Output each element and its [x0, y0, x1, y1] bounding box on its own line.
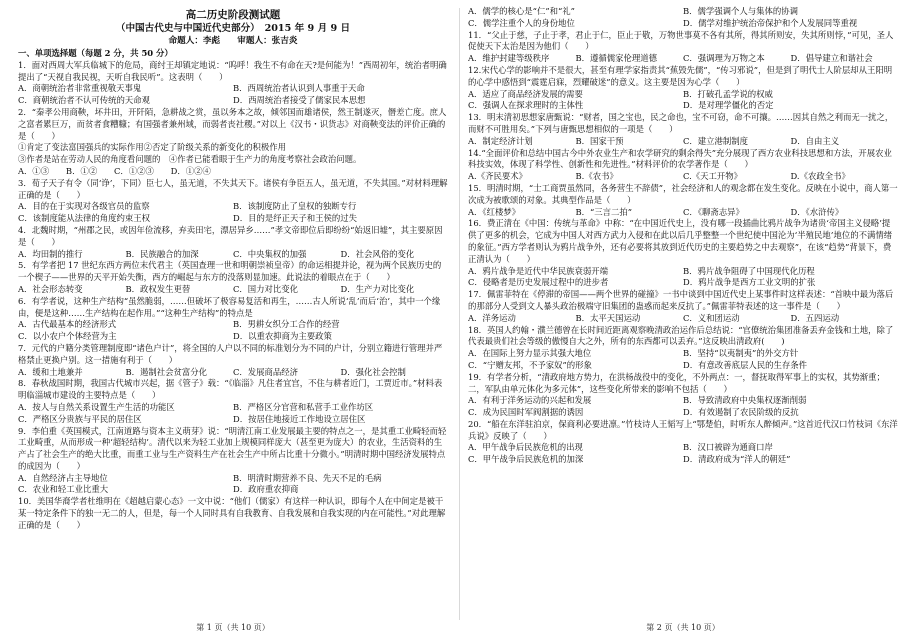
- question-stem: 1．面对西周大军兵临城下的危局，商纣王却镇定地说：“呜呼！我生不有命在天?是何能为！”西周初年，统治者明确提出了“天视自我民视，天听自我民听”。这表明（ ）: [18, 59, 447, 82]
- exam-subtitle: （中国古代史与中国近代史部分） 2015 年 9 月 9 日: [115, 23, 351, 34]
- answer-option: D．生产力对比变化: [340, 283, 415, 294]
- answer-option: A．鸦片战争是近代中华民族衰弱开端: [468, 265, 609, 276]
- option-row: [18, 473, 448, 485]
- answer-option: C．儒学注重个人的身份地位: [468, 17, 575, 28]
- question-item: [18, 378, 448, 425]
- answer-option: D.《农政全书》: [790, 171, 850, 182]
- answer-option: C．农业和轻工业比重大: [18, 484, 109, 495]
- answer-option: B．严格区分官营和私营手工业作坊区: [233, 401, 374, 412]
- question-stem: 20．“船在东洋驻泊京，保商利必要进凛。”竹枝诗人王韬写上“鄂楚伯，时听东人醉倾声。”这首近代汉口竹枝词《东洋兵说》反映了（ ）: [468, 418, 898, 441]
- exam-authors: 命题人：李彪 审题人：张吉炎: [168, 36, 298, 46]
- exam-title: 高二历史阶段测试题: [185, 9, 281, 21]
- answer-option: B．政权发生更替: [125, 283, 191, 294]
- answer-option: B．打破孔孟学说的权威: [683, 88, 773, 99]
- question-item: [18, 107, 448, 178]
- answer-option: C．甲午战争后民族危机的加深: [468, 454, 584, 465]
- page-number-1: 第 1 页（共 10 页）: [196, 623, 270, 632]
- answer-option: A．有利于洋务运动的兴起和发展: [468, 395, 592, 406]
- option-row: [468, 266, 898, 278]
- page-number-2: 第 2 页（共 10 页）: [646, 623, 720, 632]
- answer-option: B．导致清政府中央集权逐渐削弱: [683, 395, 807, 406]
- option-row: [468, 171, 898, 183]
- answer-option: C．成为民国时军阀割据的诱因: [468, 407, 584, 418]
- question-item: [468, 325, 898, 372]
- question-item: [468, 372, 898, 419]
- page-divider: [459, 8, 460, 620]
- question-list-right: [468, 6, 898, 466]
- answer-option: B．遵循儒家伦理道德: [575, 53, 658, 64]
- answer-option: B．坚持“以夷制夷”的外交方针: [683, 348, 799, 359]
- answer-option: A．在国际上努力显示其强大地位: [468, 348, 592, 359]
- answer-option: B.《农书》: [575, 171, 618, 182]
- option-row: [18, 319, 448, 331]
- answer-option: C．侵略者是历史发展过程中的进步者: [468, 277, 609, 288]
- question-stem: 17．佩雷菲特在《停滞的帝国——两个世界的碰撞》一书中谈到中国近代史上某事件时这样表述：“首映中最为落后的那部分人受到文人暴头政治极端守旧集团的蛊惑而起来反抗了。”佩雷菲特表述的这一事件是（ ）: [468, 289, 894, 311]
- question-item: [468, 65, 898, 112]
- answer-option: B．“三言二拍”: [575, 206, 633, 217]
- option-row: [468, 395, 898, 407]
- option-row: [468, 348, 898, 360]
- answer-option: B．儒学强调个人与集体的协调: [683, 6, 799, 16]
- question-item: [468, 30, 898, 65]
- answer-option: B．太平天国运动: [575, 312, 641, 323]
- answer-option: C．发展商品经济: [233, 366, 299, 377]
- option-row: [18, 154, 448, 166]
- question-item: [18, 296, 448, 343]
- option-row: [468, 442, 898, 454]
- question-stem: 8．春秋战国时期，我国古代城市兴起，据《管子》载：“《临淄》凡住者宜宫，不住与耕者近门，工贾近市。”材料表明临淄城市建设的主要特点是（ ）: [18, 378, 443, 401]
- answer-option: A．甲午战争后民族危机的出现: [468, 442, 583, 453]
- exam-page-1: [18, 6, 448, 624]
- option-row: [18, 201, 448, 213]
- answer-option: D．清政府成为“洋人的朝廷”: [683, 454, 791, 465]
- answer-option: D．政府重农抑商: [233, 484, 299, 495]
- option-row: [18, 142, 448, 154]
- option-row: [18, 414, 448, 426]
- answer-option: C．该制度能从法律的角度约束王权: [18, 213, 151, 224]
- answer-option: A.《齐民要术》: [468, 171, 527, 182]
- answer-option: D．目的是纾正天子和王侯的过失: [233, 213, 357, 224]
- option-row: [468, 6, 898, 18]
- option-row: [18, 331, 448, 343]
- answer-option: B．鸦片战争阻碍了中国现代化历程: [683, 265, 815, 276]
- answer-option: D．是对理学僵化的否定: [683, 100, 774, 111]
- question-stem: 3．荀子天子有令（同‘诤’，下同）臣七人，虽无道，不失其天下。诸侯有争臣五人，虽无道，不失其国。”对材料理解正确的是（ ）: [18, 177, 448, 200]
- question-item: [18, 496, 448, 531]
- answer-option: B．遏制社会贫富分化: [125, 366, 208, 377]
- answer-option: A．①③ B．①② C．①②③ D．①②④: [18, 165, 211, 176]
- answer-option: A．《红楼梦》: [468, 206, 521, 217]
- answer-option: C．《聊斋志异》: [683, 206, 744, 217]
- option-row: [468, 100, 898, 112]
- answer-option: D．有效遏制了农民阶级的反抗: [683, 407, 799, 418]
- option-row: [18, 166, 448, 178]
- answer-option: A．维护封建等级秩序: [468, 53, 550, 64]
- question-stem: 10．美国华裔学者杜维明在《超越启蒙心态》一文中说：“他们（儒家）有这样一种认识，即每个人在中间定是被干某一特定条件下的独一无二的人，但是，每一个人同时具有自我教育、自我发展和自我实现的内在可能性。”对此理解正确的是（ ）: [18, 496, 446, 530]
- answer-option: C.《天工开物》: [683, 171, 743, 182]
- answer-option: A．制定经济计划: [468, 135, 533, 146]
- question-stem: 12.宋代心学的影响并不是很大，甚至有理学家指责其“蕉毁先儒”，“传习邪说”，但是到了明代士人阶层却从王阳明的心学中感悟到“震霆启寐，烈耀破迷”的意义。这主要是因为心学（ ）: [468, 64, 893, 87]
- answer-option: D．儒学对维护统治帝保护和个人发展同等重视: [683, 17, 858, 28]
- answer-option: A．目的在于实现对各级官员的监察: [18, 201, 150, 212]
- answer-option: C．强调人在探求理时的主体性: [468, 100, 584, 111]
- question-stem: 6．有学者说，这种生产结构“虽然脆弱，……但破坏了极容易复活和再生，……古人所说‘乱’而后‘治’，其中一个缘由，便是这种……生产结构在起作用。”“这种生产结构”的特点是: [18, 295, 441, 318]
- answer-option: D．鸦片战争是西方工业文明的扩张: [683, 277, 816, 288]
- question-stem: 7．元代的户籍分类管理制度即“诸色户计”，将全国的人户以不同的标准划分为不同的户计，分别立籍进行管理并严格禁止更换户别。这一措施有利于（ ）: [18, 342, 443, 365]
- question-stem: 15．明清时期，“士工商贾虽然同，各务营生不辞债”，社会经济和人的观念都在发生变化。反映在小说中，商人第一次成为被歌颂的对象。其典型作品是（ ）: [468, 182, 898, 205]
- question-item: [18, 426, 448, 497]
- answer-option: A．社会形态转变: [18, 283, 83, 294]
- answer-option: D．西周统治者接受了儒家民本思想: [233, 95, 366, 106]
- question-item: [468, 419, 898, 466]
- answer-option: C．以小农户个体经营为主: [18, 331, 117, 342]
- option-row: [468, 407, 898, 419]
- question-item: [18, 178, 448, 225]
- answer-option: B．国家干预: [575, 135, 624, 146]
- option-row: [468, 313, 898, 325]
- option-row: [18, 367, 448, 379]
- exam-page-2: [468, 6, 898, 624]
- question-stem: 13．明末清初思想家唐甄说：“财者，国之宝也，民之命也，宝不可窃，命不可攘。……因其自然之利而无一扰之，而财不可胜用矣。”下列与唐甄思想相似的一项是（ ）: [468, 112, 894, 134]
- option-row: [18, 249, 448, 261]
- question-item: [468, 112, 898, 147]
- question-stem: 5．有学者把 17 世纪东西方两位末代君主（英国查理一世和明朝崇祯皇帝）的命运相提并论，视为两个民族历史的一个楔子——世界的天平开始失衡，西方的崛起与东方的没落则显加速。此说法的着眼点在于（ ）: [18, 260, 442, 283]
- answer-option: C．“宁赠友邦，不予家奴”的形象: [468, 359, 592, 370]
- question-stem: 2．“秦孝公用商鞅，坏井田，开阡陌，急耕战之赏，虽以务本之故，倾邻国而雄诸侯，然王制遂灭，僭差亡度。庶人之富者累巨万，而贫者食糟糠；有国强者兼州域，而弱者丧社稷。”对以上《汉书・识货志》对商鞅变法的评价正确的是（ ）: [18, 106, 447, 141]
- section-heading: 一、单项选择题（每题 2 分，共 50 分）: [18, 48, 173, 58]
- question-stem: 19．有学者分析，“清政府地方势力，在洪杨战役中的变化，不外两点：一，督抚取得军事上的实权，其势渐重；二，军队由单元体化为多元体”，这些变化所带来的影响不包括（ ）: [468, 371, 885, 394]
- option-row: [468, 136, 898, 148]
- question-item: [18, 225, 448, 260]
- answer-option: A．古代最基本的经济形式: [18, 319, 117, 330]
- answer-option: D．社会风俗的变化: [340, 248, 415, 259]
- answer-option: B．民族融合的加深: [125, 248, 199, 259]
- option-row: [468, 360, 898, 372]
- answer-option: A．儒学的核心是“仁”和“礼”: [468, 6, 575, 16]
- answer-option: B．该制度防止了皇权的独断专行: [233, 201, 357, 212]
- option-row: [18, 95, 448, 107]
- question-item: [18, 60, 448, 107]
- answer-option: B．西周统治者认识到人事重于天命: [233, 83, 365, 94]
- question-item: [468, 289, 898, 324]
- option-row: [18, 83, 448, 95]
- answer-option: D．以重农抑商为主要政策: [233, 331, 332, 342]
- answer-option: C．严格区分贵族与平民的居住区: [18, 413, 142, 424]
- question-stem: 4．北魏时期，“州郡之民，或因年俭流移，弃卖田宅，漂居异乡……”孝文帝即位后即纷纷“始返旧墟”，其主要原因是（ ）: [18, 224, 443, 247]
- answer-option: D．倡导建立和谐社会: [790, 53, 873, 64]
- answer-option: A．自然经济占主导地位: [18, 472, 108, 483]
- answer-option: C．义和团运动: [683, 312, 740, 323]
- option-row: [468, 18, 898, 30]
- answer-option: A．按人与自然关系设置生产生活的功能区: [18, 401, 175, 412]
- option-row: [468, 277, 898, 289]
- answer-option: C．中央集权的加强: [233, 248, 307, 259]
- answer-option: A．均田制的推行: [18, 248, 83, 259]
- answer-option: A．商朝统治者非常重视敬天事鬼: [18, 83, 142, 94]
- answer-option: C．商朝统治者不认可传统的天命观: [18, 95, 151, 106]
- question-stem: 16．费正清在《中国：传统与革命》中称：“在中国近代史上，没有哪一段插曲比鸦片战争为诸贵‘帝国主义侵略’提供了更多的机会，它成为中国人对西方武力入侵和在此以后几乎整整一个世纪使中国沦为‘半殖民地’地位的不满情绪的象征。”西方学者则认为鸦片战争外，还有必要将其放到近代历史的主要趋势之中去观察”，在该“趋势”背景下，费正清认为（ ）: [468, 218, 893, 264]
- option-row: [18, 402, 448, 414]
- option-row: [468, 454, 898, 466]
- answer-option: B．明清时期营养不良、先天不足的毛病: [233, 472, 382, 483]
- answer-option: C．建立港制制度: [683, 135, 749, 146]
- question-item: [468, 218, 898, 289]
- answer-option: C．国力对比变化: [233, 283, 299, 294]
- answer-option: D．五四运动: [790, 312, 840, 323]
- answer-option: B．汉口被辟为通商口岸: [683, 442, 773, 453]
- answer-option: C．强调理为万物之本: [683, 53, 765, 64]
- answer-option: D．有意改善底层人民的生存条件: [683, 359, 807, 370]
- question-stem: 11．“父止于慈，子止于孝，君止于仁，臣止于敬，万物世事莫不各有其所，得其所则安，失其所则悖，”可见，圣人促使天下太治是因为他们（ ）: [468, 29, 894, 52]
- answer-option: D．强化社会控制: [340, 366, 406, 377]
- question-item: [468, 6, 898, 30]
- question-item: [468, 183, 898, 218]
- option-row: [468, 207, 898, 219]
- question-item: [18, 343, 448, 378]
- answer-option: ③作者是站在劳动人民的角度看问题的 ④作者已能看眼于生产力的角度考察社会政治问题。: [18, 154, 362, 165]
- question-list-left: [18, 60, 448, 532]
- option-row: [18, 284, 448, 296]
- question-stem: 14.“全面评价和总结中国古今中外农业生产和农学研究的剩余得失”充分展现了西方农业科技思想和方法，开展农业科技实效，体现了科学性、创新性和先进性。”材料评价的农学著作是（ ）: [468, 147, 892, 170]
- answer-option: A．缓和土地兼并: [18, 366, 83, 377]
- question-item: [18, 260, 448, 295]
- question-stem: 18．英国人约翰・濮兰德曾在长时间近距离观察晚清政治运作后总结说：“官僚统治集团准备丢弃金钱和土地，除了代表最贵们社会等级的傲慢自大之外，所有的东西都可以丢弃。”这反映出清政府( ): [468, 324, 894, 347]
- option-row: [18, 213, 448, 225]
- option-row: [468, 53, 898, 65]
- option-row: [18, 484, 448, 496]
- question-stem: 9．李伯重《英国模式，江南道路与资本主义萌芽》说：“明清江南工业发展最主要的特点之一，是其重工业畸轻而轻工业畸重，从而形成一种‘超轻结构’。清代以来为轻工业加上规模同样庞大（甚至更为庞大）的农业，生活资料的生产占了社会生产的绝大比重，而重工业与生产资料生产在社会生产中所占比重十分微小。”明清时期中国经济发展特点的成因为（ ）: [18, 425, 447, 471]
- answer-option: A．适应了商品经济发展的需要: [468, 88, 583, 99]
- answer-option: ①肯定了变法富国强兵的实际作用②否定了阶级关系的新变化的积极作用: [18, 142, 286, 153]
- answer-option: B．男耕女织分工合作的经营: [233, 319, 340, 330]
- answer-option: D．自由主义: [790, 135, 840, 146]
- question-item: [468, 148, 898, 183]
- answer-option: D．按居住地接近工作地设立居住区: [233, 413, 366, 424]
- answer-option: D．《水浒传》: [790, 206, 844, 217]
- option-row: [468, 89, 898, 101]
- answer-option: A．洋务运动: [468, 312, 516, 323]
